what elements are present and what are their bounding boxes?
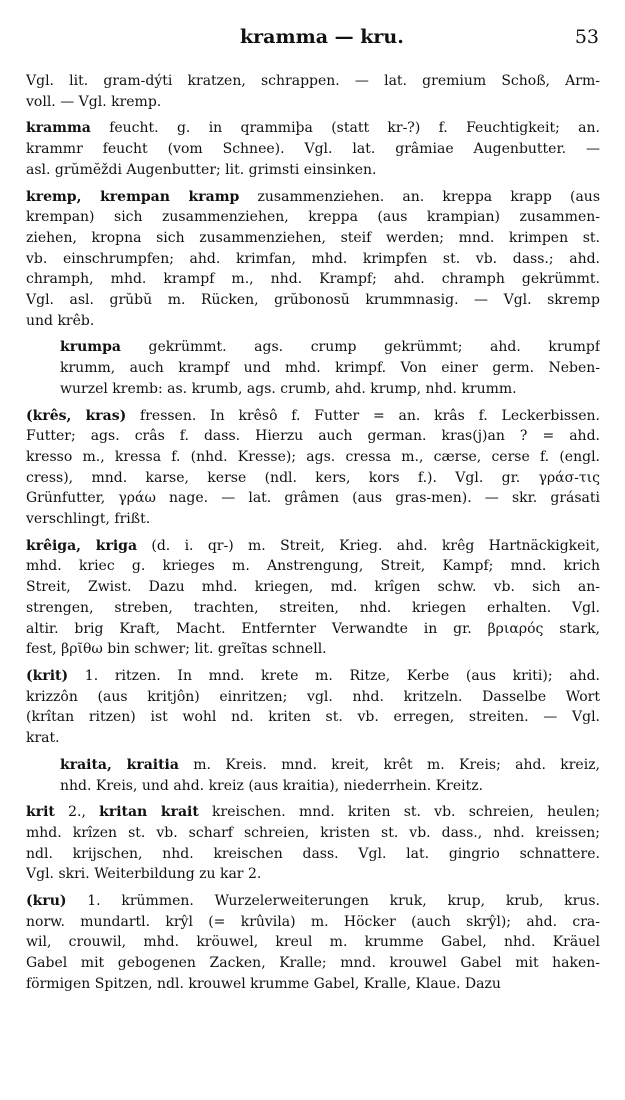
text-line [26, 864, 600, 885]
headword: kraita, kraitia [60, 756, 179, 773]
text-line [26, 160, 600, 181]
headword: (krit) [26, 667, 69, 684]
text-line [26, 290, 600, 311]
entry-text: voll. — Vgl. kremp. [26, 93, 162, 110]
entry-text: krammr feucht (vom Schnee). Vgl. lat. grâmiae Augenbutter. — [26, 141, 600, 158]
dictionary-entry [26, 406, 600, 530]
text-line [26, 823, 600, 844]
entry-text: ziehen, kropna sich zusammenziehen, steif werden; mnd. krimpen st. [26, 229, 600, 246]
entry-text: wil, crouwil, mhd. kröuwel, kreul m. krumme Gabel, nhd. Kräuel [26, 934, 600, 951]
text-line [26, 844, 600, 865]
dictionary-entry [26, 187, 600, 332]
headword: kramma [26, 120, 91, 137]
text-line [26, 426, 600, 447]
entry-text: krizzôn (aus kritjôn) einritzen; vgl. nhd. kritzeln. Dasselbe Wort [26, 688, 600, 705]
text-line [26, 468, 600, 489]
entry-text: m. Kreis. mnd. kreit, krêt m. Kreis; ahd. kreiz, [178, 756, 600, 773]
text-line [26, 556, 600, 577]
dictionary-entry [26, 71, 600, 112]
text-line [26, 687, 600, 708]
entry-text: 2., [54, 804, 100, 821]
entry-text: krat. [26, 730, 60, 747]
entry-text: krumm, auch krampf und mhd. krimpf. Von einer germ. Neben- [60, 360, 600, 377]
text-line [26, 891, 600, 912]
text-line [26, 118, 600, 139]
running-head: kramma — kru. [240, 26, 404, 48]
page-header [0, 26, 625, 50]
entry-text: Futter; ags. crâs f. dass. Hierzu auch german. kras(j)an ? = ahd. [26, 428, 600, 445]
text-line [26, 577, 600, 598]
text-line [26, 311, 600, 332]
dictionary-entry [26, 337, 600, 399]
text-line [26, 249, 600, 270]
entry-text: mhd. kriec g. krieges m. Anstrengung, Streit, Kampf; mnd. krich [26, 558, 600, 575]
text-line [26, 71, 600, 92]
entry-text: asl. grŭmĕždi Augenbutter; lit. grimsti einsinken. [26, 161, 377, 178]
text-line [26, 337, 600, 358]
entry-text: Vgl. lit. gram-dýti kratzen, schrappen. — lat. gremium Schoß, Arm- [26, 73, 600, 89]
text-line [26, 509, 600, 530]
dictionary-entry [26, 802, 600, 885]
entry-text: fest, βρῖθω bin schwer; lit. greĩtas schnell. [26, 641, 327, 658]
entry-text: norw. mundartl. krŷl (= krûvila) m. Höcker (auch skrŷl); ahd. cra- [26, 913, 600, 930]
text-line [26, 139, 600, 160]
headword: kremp, krempan kramp [26, 188, 240, 205]
dictionary-entry [26, 755, 600, 796]
text-line [26, 269, 600, 290]
dictionary-entry [26, 118, 600, 180]
entry-text: vb. einschrumpfen; ahd. krimfan, mhd. krimpfen st. vb. dass.; ahd. [26, 250, 600, 267]
entry-text: 1. krümmen. Wurzelerweiterungen kruk, krup, krub, krus. [66, 893, 600, 910]
entry-text: (d. i. qr-) m. Streit, Krieg. ahd. krêg Hartnäckigkeit, [137, 537, 600, 554]
entry-text: krempan) sich zusammenziehen, kreppa (aus krampian) zusammen- [26, 209, 600, 226]
text-line [26, 406, 600, 427]
entry-text: strengen, streben, trachten, streiten, nhd. kriegen erhalten. Vgl. [26, 599, 600, 616]
headword: (kru) [26, 893, 67, 910]
entry-text: wurzel kremb: as. krumb, ags. crumb, ahd. krump, nhd. krumm. [60, 380, 517, 397]
entry-text: fressen. In krêsô f. Futter = an. krâs f. Leckerbissen. [126, 407, 600, 424]
text-line [26, 953, 600, 974]
headword: krêiga, kriga [26, 537, 138, 554]
page-number: 53 [574, 26, 599, 48]
text-line [26, 619, 600, 640]
dictionary-body [26, 71, 600, 1001]
text-line [26, 666, 600, 687]
text-line [26, 974, 600, 995]
text-line [26, 755, 600, 776]
entry-text: Gabel mit gebogenen Zacken, Kralle; mnd. krouwel Gabel mit haken- [26, 955, 600, 972]
text-line [26, 802, 600, 823]
dictionary-entry [26, 891, 600, 995]
entry-text: verschlingt, frißt. [26, 511, 151, 528]
entry-text: Vgl. skri. Weiterbildung zu kar 2. [26, 866, 262, 883]
text-line [26, 92, 600, 113]
entry-text: 1. ritzen. In mnd. krete m. Ritze, Kerbe (aus kriti); ahd. [68, 667, 600, 684]
entry-text: Grünfutter, γράω nage. — lat. grâmen (aus gras-men). — skr. grásati [26, 490, 600, 507]
text-line [26, 228, 600, 249]
entry-text: zusammenziehen. an. kreppa krapp (aus [239, 188, 600, 205]
text-line [26, 447, 600, 468]
text-line [26, 488, 600, 509]
entry-text: Vgl. asl. grŭbŭ m. Rücken, grŭbonosŭ krummnasig. — Vgl. skremp [26, 292, 600, 309]
entry-text: förmigen Spitzen, ndl. krouwel krumme Gabel, Kralle, Klaue. Dazu [26, 975, 501, 992]
entry-text: (krîtan ritzen) ist wohl nd. kriten st. vb. erregen, streiten. — Vgl. [26, 709, 600, 726]
headword: krumpa [60, 339, 121, 356]
text-line [26, 639, 600, 660]
text-line [26, 932, 600, 953]
text-line [26, 187, 600, 208]
headword: (krês, kras) [26, 407, 127, 424]
entry-text: altir. brig Kraft, Macht. Entfernter Verwandte in gr. βριαρός stark, [26, 620, 600, 637]
entry-text: cress), mnd. karse, kerse (ndl. kers, kors f.). Vgl. gr. γράσ-τις [26, 469, 600, 486]
text-line [26, 358, 600, 379]
dictionary-entry [26, 666, 600, 749]
text-line [26, 379, 600, 400]
text-line [26, 912, 600, 933]
entry-text: und krêb. [26, 312, 95, 329]
entry-text: Streit, Zwist. Dazu mhd. kriegen, md. krîgen schw. vb. sich an- [26, 579, 600, 596]
entry-text: mhd. krîzen st. vb. scharf schreien, kristen st. vb. dass., nhd. kreissen; [26, 824, 600, 841]
entry-text: kresso m., kressa f. (nhd. Kresse); ags. cressa m., cærse, cerse f. (engl. [26, 448, 600, 465]
entry-text: nhd. Kreis, und ahd. kreiz (aus kraitia), niederrhein. Kreitz. [60, 777, 484, 794]
text-line [26, 536, 600, 557]
headword: kritan krait [99, 804, 199, 821]
text-line [26, 728, 600, 749]
entry-text: gekrümmt. ags. crump gekrümmt; ahd. krumpf [120, 339, 600, 356]
entry-text: kreischen. mnd. kriten st. vb. schreien, heulen; [198, 804, 600, 821]
text-line [26, 776, 600, 797]
dictionary-entry [26, 536, 600, 660]
entry-text: ndl. krijschen, nhd. kreischen dass. Vgl. lat. gingrio schnattere. [26, 845, 600, 862]
entry-text: chramph, mhd. krampf m., nhd. Krampf; ahd. chramph gekrümmt. [26, 271, 600, 288]
entry-text: feucht. g. in qrammiþa (statt kr-?) f. Feuchtigkeit; an. [90, 120, 600, 137]
text-line [26, 598, 600, 619]
text-line [26, 707, 600, 728]
headword: krit [26, 804, 55, 821]
text-line [26, 207, 600, 228]
